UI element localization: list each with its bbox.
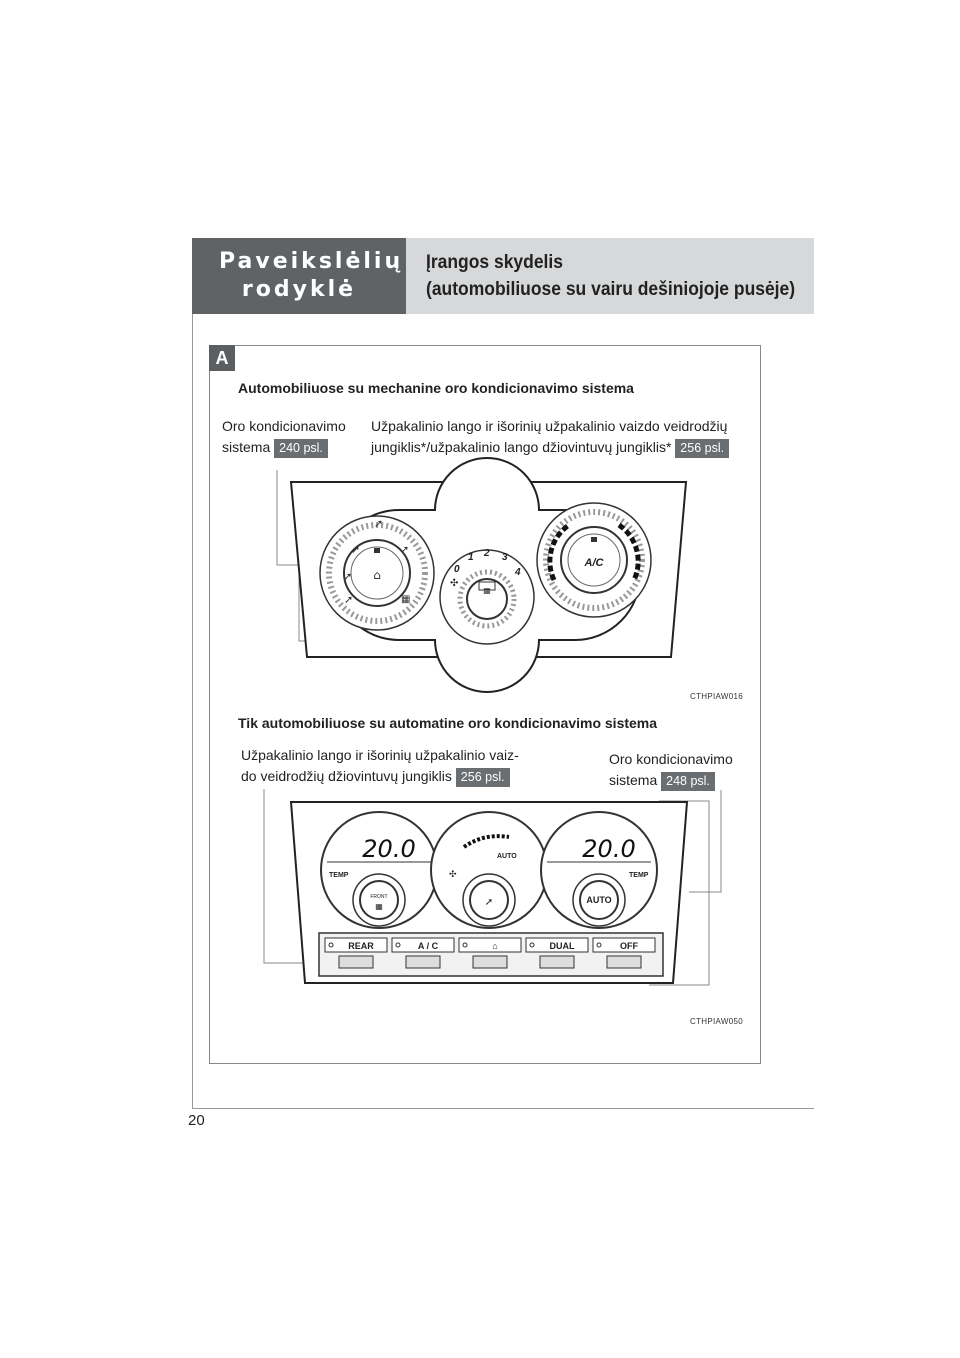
rear-defogger-button-label: REAR: [348, 941, 374, 951]
manual-ac-label: [222, 416, 346, 458]
svg-text:➚: ➚: [343, 570, 353, 583]
right-temp-display: 20.0: [582, 835, 636, 863]
svg-text:✣: ✣: [450, 578, 459, 589]
bottom-rule: [192, 1108, 814, 1109]
right-temp-dial-auto: [541, 812, 657, 928]
fan-speed-1: 1: [468, 552, 474, 563]
auto-rear-label-line1: Užpakalinio lango ir išorinių užpakalinio vaiz-: [241, 747, 519, 763]
section-badge: A: [209, 345, 235, 371]
page-ref-256-a[interactable]: 256 psl.: [675, 439, 729, 458]
auto-knob-label: AUTO: [586, 895, 612, 905]
dual-button-label: DUAL: [549, 941, 575, 951]
svg-text:▦: ▦: [483, 586, 491, 595]
left-temp-label: TEMP: [329, 872, 349, 879]
manual-ac-label-line1: Oro kondicionavimo: [222, 418, 346, 434]
page-number: 20: [188, 1112, 205, 1129]
auto-mode-indicator: AUTO: [497, 853, 517, 860]
page-ref-248[interactable]: 248 psl.: [661, 772, 715, 791]
left-temp-display: 20.0: [362, 835, 416, 863]
leader-line-ac-b: [689, 790, 721, 892]
fan-speed-4: 4: [515, 567, 521, 578]
ac-button-label: A / C: [417, 941, 439, 951]
manual-image-code: CTHPIAW016: [690, 692, 743, 701]
center-fan-dial-auto: [431, 812, 547, 928]
center-fan-dial: [440, 548, 534, 644]
recirculation-button-handle: [473, 956, 507, 968]
off-button-label: OFF: [620, 941, 638, 951]
page-ref-256-b[interactable]: 256 psl.: [456, 768, 510, 787]
auto-heading: Tik automobiliuose su automatine oro kondicionavimo sistema: [238, 715, 658, 731]
svg-text:✣: ✣: [449, 870, 457, 880]
auto-ac-label-line2: sistema: [609, 772, 658, 788]
svg-text:➚: ➚: [351, 543, 361, 556]
page-title: Įrangos skydelis (automobiliuose su vairu dešiniojoje pusėje): [426, 252, 796, 300]
left-temp-dial: [321, 812, 437, 928]
ac-knob-label: A/C: [584, 557, 604, 569]
manual-rear-label-line1: Užpakalinio lango ir išorinių užpakalinio vaizdo veidrodžių: [371, 418, 728, 434]
manual-rear-label: [371, 416, 729, 458]
index-title: [192, 238, 406, 314]
off-button-handle: [607, 956, 641, 968]
manual-ac-label-line2: sistema: [222, 439, 271, 455]
fan-speed-2: 2: [484, 548, 490, 559]
left-rule: [192, 314, 193, 1109]
svg-text:➚: ➚: [400, 543, 410, 556]
left-mode-dial: [320, 516, 434, 630]
svg-text:➚: ➚: [484, 897, 494, 908]
right-temp-dial: [537, 503, 651, 617]
svg-text:➚: ➚: [374, 517, 384, 530]
svg-text:▦: ▦: [375, 902, 383, 911]
svg-text:⌂: ⌂: [373, 568, 381, 582]
page-ref-240[interactable]: 240 psl.: [274, 439, 328, 458]
svg-text:▦: ▦: [401, 594, 411, 605]
manual-rear-label-line2: jungiklis*/užpakalinio lango džiovintuvų jungiklis*: [371, 439, 672, 455]
recirculation-button-label: ⌂: [492, 941, 498, 951]
auto-ac-panel-illustration: [209, 785, 761, 990]
ac-button-handle: [406, 956, 440, 968]
manual-ac-panel-illustration: [209, 455, 761, 705]
svg-text:➚: ➚: [344, 593, 354, 606]
fan-speed-0: 0: [454, 564, 460, 575]
front-defrost-label: FRONT: [370, 894, 388, 900]
auto-rear-label: [241, 745, 519, 787]
fan-speed-3: 3: [502, 552, 508, 563]
dual-button-handle: [540, 956, 574, 968]
manual-heading: Automobiliuose su mechanine oro kondicionavimo sistema: [238, 380, 634, 396]
rear-defogger-button-handle: [339, 956, 373, 968]
auto-image-code: CTHPIAW050: [690, 1017, 743, 1026]
auto-ac-label-line1: Oro kondicionavimo: [609, 751, 733, 767]
right-temp-label: TEMP: [629, 872, 649, 879]
auto-rear-label-line2: do veidrodžių džiovintuvų jungiklis: [241, 768, 452, 784]
index-title-text: Paveikslėlių rodyklė: [219, 249, 404, 302]
